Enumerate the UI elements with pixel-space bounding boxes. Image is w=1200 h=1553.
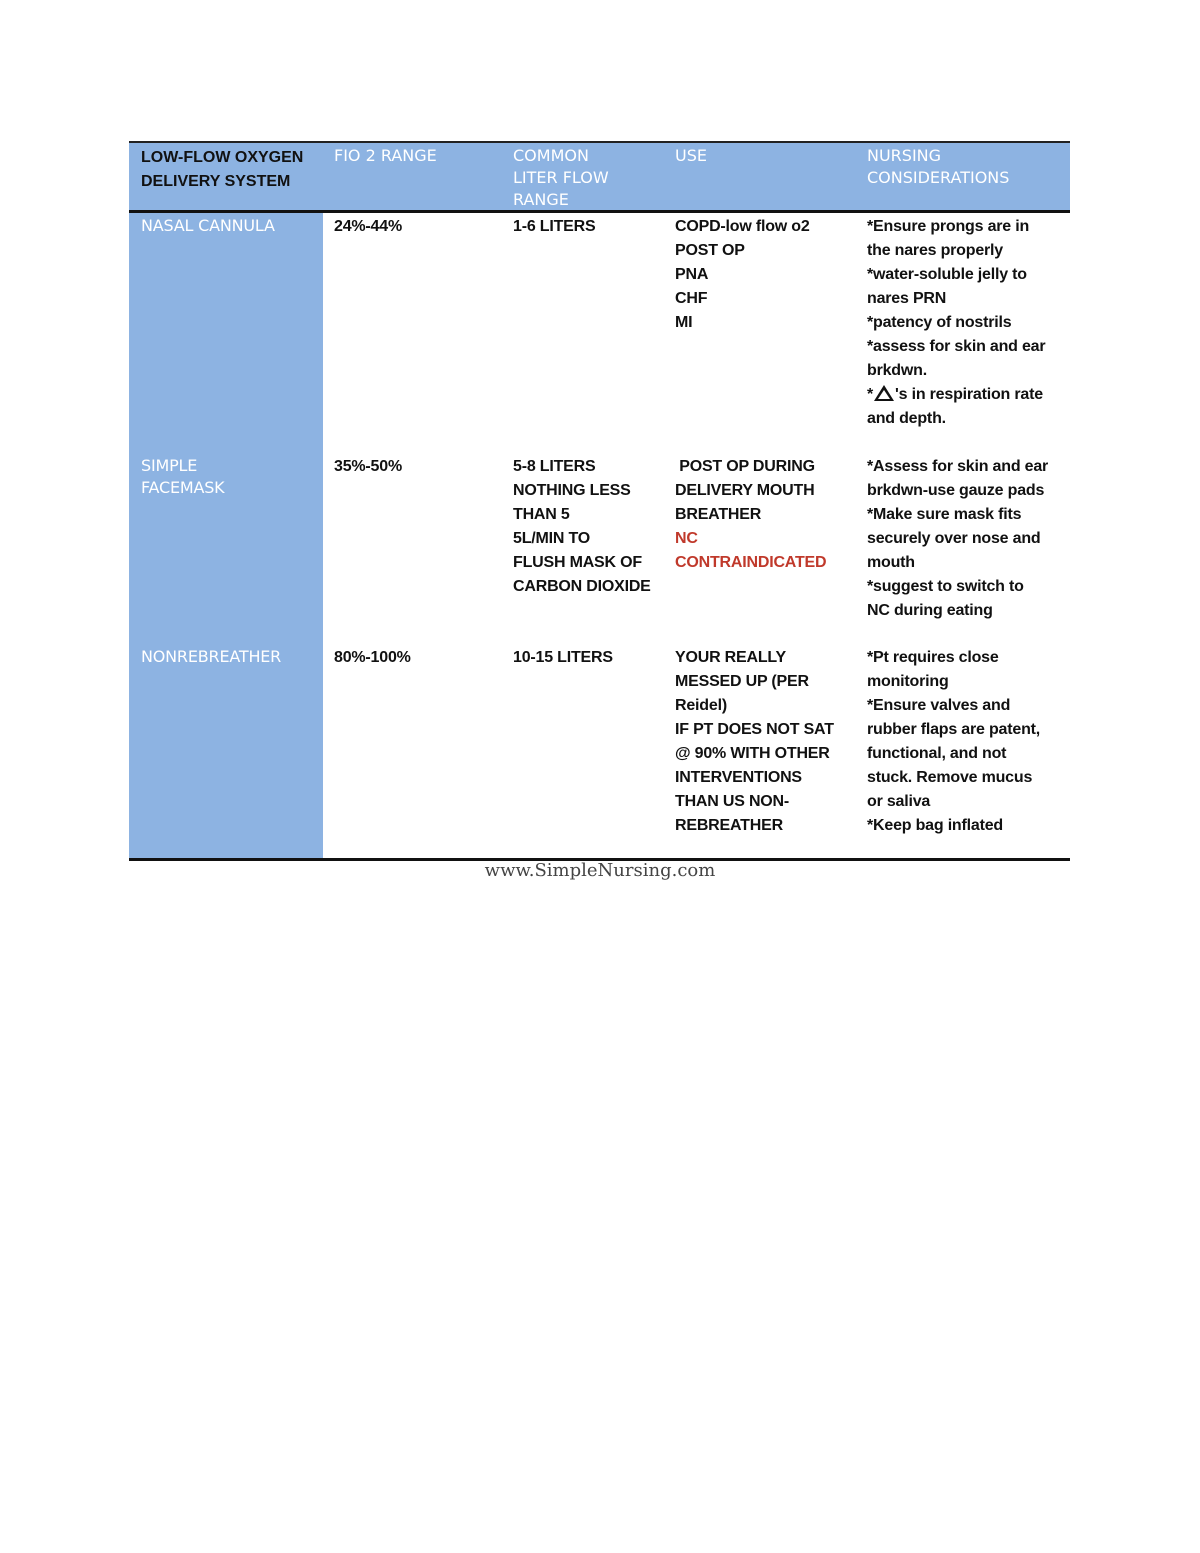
header-delivery-system: LOW-FLOW OXYGEN DELIVERY SYSTEM bbox=[141, 149, 304, 190]
nursing-cell: *Assess for skin and ear brkdwn-use gauze pads *Make sure mask fits securely over nose and mouth *suggest to switch to NC during eating bbox=[867, 458, 1049, 619]
fio2-cell: 24%-44% bbox=[334, 218, 402, 235]
use-cell: COPD-low flow o2 POST OP PNA CHF MI bbox=[675, 218, 810, 331]
contraindication-note: CONTRAINDICATED bbox=[675, 554, 827, 571]
row-name-nonrebreather: NONREBREATHER bbox=[141, 647, 282, 666]
contraindication-note: NC bbox=[675, 530, 698, 547]
use-cell: POST OP DURING DELIVERY MOUTH BREATHER NC CONTRAINDICATED bbox=[675, 455, 826, 575]
fio2-cell: 35%-50% bbox=[334, 458, 402, 475]
oxygen-delivery-table bbox=[129, 141, 1070, 861]
delta-triangle-icon bbox=[874, 385, 894, 401]
use-cell: YOUR REALLY MESSED UP (PER Reidel) IF PT DOES NOT SAT @ 90% WITH OTHER INTERVENTIONS THAN US NON- REBREATHER bbox=[675, 649, 834, 834]
first-column-background bbox=[129, 213, 323, 858]
footer-website: www.SimpleNursing.com bbox=[484, 860, 716, 881]
flow-cell: 1-6 LITERS bbox=[513, 218, 596, 235]
table-header-row bbox=[129, 141, 1070, 213]
fio2-cell: 80%-100% bbox=[334, 649, 411, 666]
header-liter-flow-range: COMMON LITER FLOW RANGE bbox=[513, 146, 609, 209]
header-use: USE bbox=[675, 146, 707, 165]
respiration-change-line: * 's in respiration rate bbox=[867, 386, 1043, 403]
row-name-simple-facemask: SIMPLE FACEMASK bbox=[141, 456, 225, 497]
header-nursing-considerations: NURSING CONSIDERATIONS bbox=[867, 146, 1010, 187]
table-body bbox=[129, 213, 1070, 861]
flow-cell: 10-15 LITERS bbox=[513, 649, 613, 666]
nursing-cell: *Ensure prongs are in the nares properly *water-soluble jelly to nares PRN *patency of nostrils *assess for skin and ear brkdwn. * 's in respiration rate and depth. bbox=[867, 218, 1046, 427]
header-fio2-range: FIO 2 RANGE bbox=[334, 146, 437, 165]
row-name-nasal-cannula: NASAL CANNULA bbox=[141, 216, 275, 235]
nursing-cell: *Pt requires close monitoring *Ensure valves and rubber flaps are patent, functional, and not stuck. Remove mucus or saliva *Keep bag inflated bbox=[867, 649, 1041, 834]
flow-cell: 5-8 LITERS NOTHING LESS THAN 5 5L/MIN TO FLUSH MASK OF CARBON DIOXIDE bbox=[513, 458, 651, 595]
